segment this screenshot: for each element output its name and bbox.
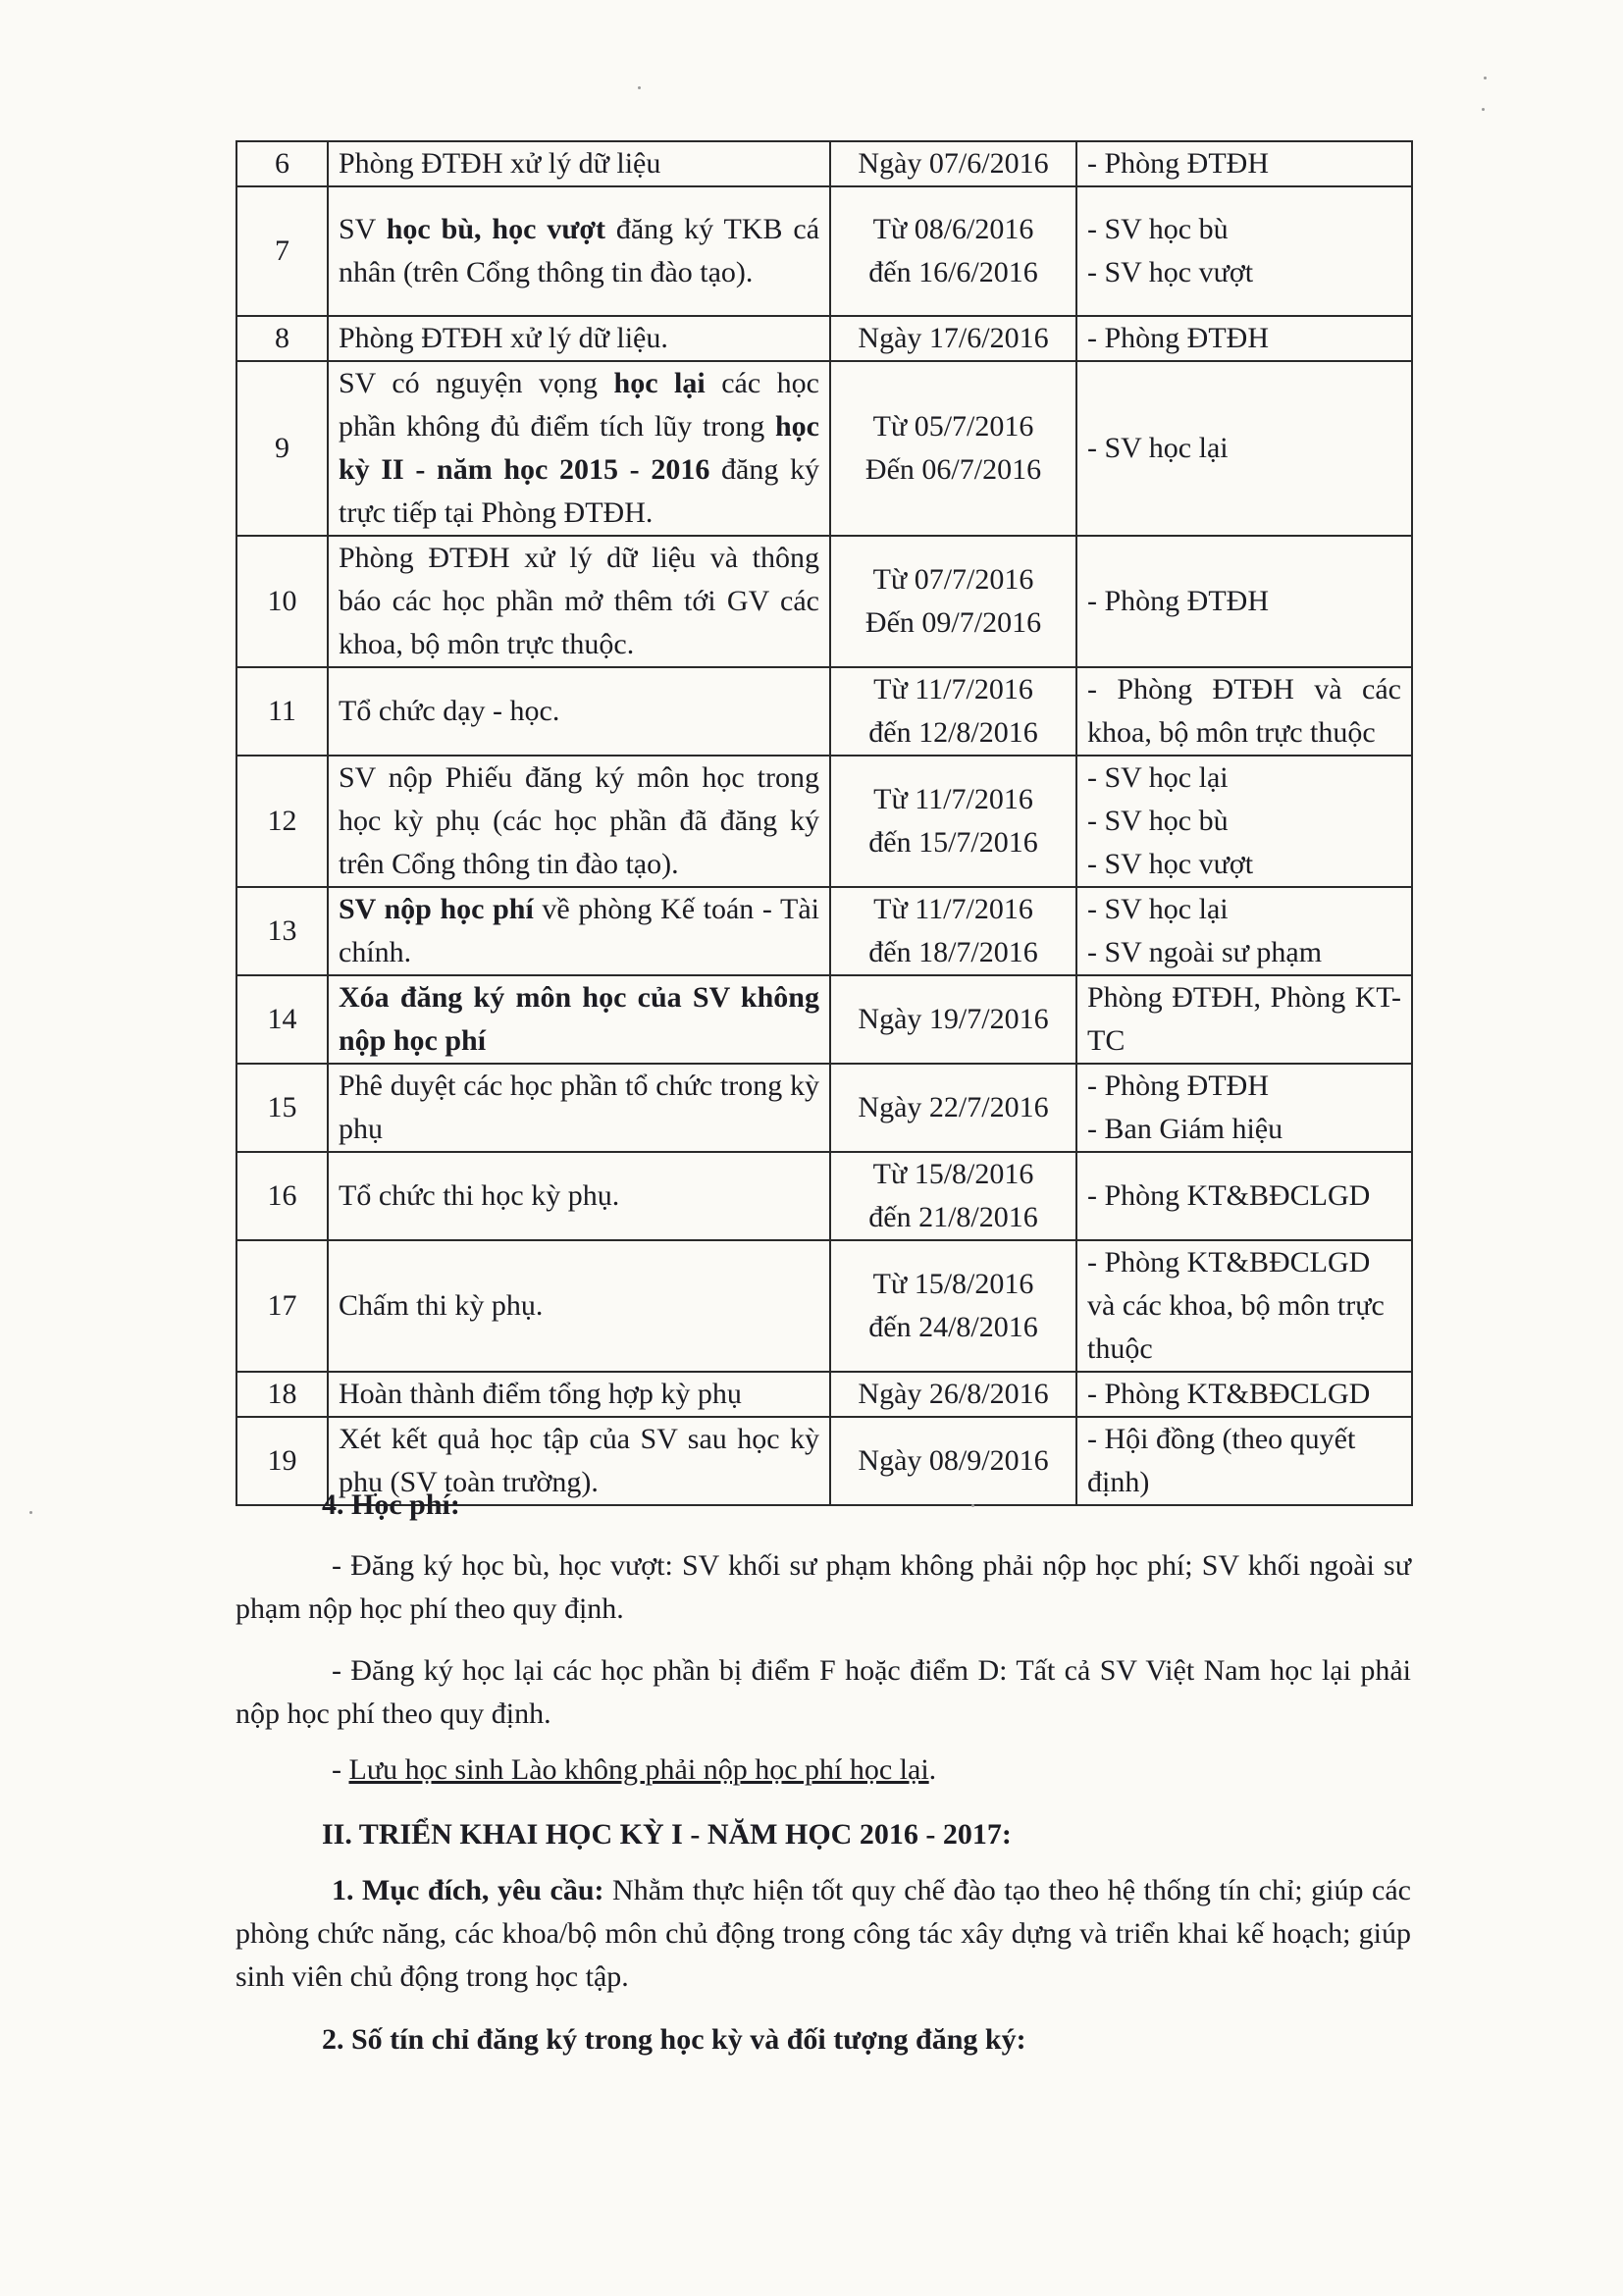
time-cell: Từ 11/7/2016 đến 15/7/2016 — [830, 756, 1076, 887]
section-heading: 4. Học phí: — [322, 1488, 460, 1521]
responsible-cell: - Phòng KT&BĐCLGD — [1076, 1372, 1412, 1417]
responsible-cell: Phòng ĐTĐH, Phòng KT-TC — [1076, 975, 1412, 1064]
subsection — [236, 2018, 1411, 2061]
scan-speck — [638, 86, 641, 89]
time-cell: Từ 15/8/2016 đến 21/8/2016 — [830, 1152, 1076, 1240]
row-number: 10 — [236, 536, 328, 667]
task-cell: SV có nguyện vọng học lại các học phần không đủ điểm tích lũy trong học kỳ II - năm học 2015 - 2016 đăng ký trực tiếp tại Phòng ĐTĐH. — [328, 361, 830, 536]
responsible-cell: - Phòng ĐTĐH — [1076, 141, 1412, 186]
task-cell: Chấm thi kỳ phụ. — [328, 1240, 830, 1372]
table-row — [236, 316, 1412, 361]
table-row — [236, 536, 1412, 667]
time-cell: Từ 05/7/2016 Đến 06/7/2016 — [830, 361, 1076, 536]
table-row — [236, 361, 1412, 536]
paragraph — [236, 1869, 1411, 1999]
task-cell: Xóa đăng ký môn học của SV không nộp học phí — [328, 975, 830, 1064]
section-ii — [236, 1813, 1411, 1856]
task-cell: Phòng ĐTĐH xử lý dữ liệu — [328, 141, 830, 186]
paragraph — [236, 1649, 1411, 1736]
row-number: 17 — [236, 1240, 328, 1372]
table-row — [236, 141, 1412, 186]
responsible-cell: - Phòng ĐTĐH — [1076, 316, 1412, 361]
time-cell: Ngày 07/6/2016 — [830, 141, 1076, 186]
table-row — [236, 975, 1412, 1064]
task-cell: Hoàn thành điểm tổng hợp kỳ phụ — [328, 1372, 830, 1417]
responsible-cell: - Hội đồng (theo quyết định) — [1076, 1417, 1412, 1505]
task-cell: Tổ chức thi học kỳ phụ. — [328, 1152, 830, 1240]
time-cell: Từ 08/6/2016 đến 16/6/2016 — [830, 186, 1076, 316]
responsible-cell: - Phòng KT&BĐCLGD — [1076, 1152, 1412, 1240]
time-cell: Từ 07/7/2016 Đến 09/7/2016 — [830, 536, 1076, 667]
table-row — [236, 756, 1412, 887]
time-cell: Ngày 22/7/2016 — [830, 1064, 1076, 1152]
task-cell: Xét kết quả học tập của SV sau học kỳ phụ (SV toàn trường). — [328, 1417, 830, 1505]
table-row — [236, 186, 1412, 316]
time-cell: Từ 11/7/2016 đến 12/8/2016 — [830, 667, 1076, 756]
table-row — [236, 1064, 1412, 1152]
responsible-cell: - SV học lại — [1076, 361, 1412, 536]
responsible-cell: - SV học bù - SV học vượt — [1076, 186, 1412, 316]
responsible-cell: - SV học lại - SV học bù - SV học vượt — [1076, 756, 1412, 887]
paragraph-text: - Lưu học sinh Lào không phải nộp học phí học lại. — [332, 1753, 937, 1786]
scan-speck — [1482, 108, 1485, 111]
row-number: 18 — [236, 1372, 328, 1417]
section-heading: II. TRIỂN KHAI HỌC KỲ I - NĂM HỌC 2016 - 2017: — [322, 1818, 1012, 1851]
row-number: 9 — [236, 361, 328, 536]
row-number: 13 — [236, 887, 328, 975]
task-cell: Tổ chức dạy - học. — [328, 667, 830, 756]
row-number: 11 — [236, 667, 328, 756]
responsible-cell: - Phòng ĐTĐH — [1076, 536, 1412, 667]
row-number: 19 — [236, 1417, 328, 1505]
row-number: 16 — [236, 1152, 328, 1240]
time-cell: Ngày 19/7/2016 — [830, 975, 1076, 1064]
row-number: 8 — [236, 316, 328, 361]
time-cell: Từ 15/8/2016 đến 24/8/2016 — [830, 1240, 1076, 1372]
paragraph-text: - Đăng ký học lại các học phần bị điểm F hoặc điểm D: Tất cả SV Việt Nam học lại phải nộp học phí theo quy định. — [236, 1654, 1411, 1730]
row-number: 12 — [236, 756, 328, 887]
section-heading: 2. Số tín chỉ đăng ký trong học kỳ và đối tượng đăng ký: — [322, 2023, 1026, 2056]
task-cell: SV học bù, học vượt đăng ký TKB cá nhân (trên Cổng thông tin đào tạo). — [328, 186, 830, 316]
table-row — [236, 1240, 1412, 1372]
time-cell: Ngày 08/9/2016 — [830, 1417, 1076, 1505]
scan-speck — [1484, 77, 1487, 79]
paragraph — [236, 1544, 1411, 1631]
task-cell: Phòng ĐTĐH xử lý dữ liệu. — [328, 316, 830, 361]
responsible-cell: - Phòng ĐTĐH và các khoa, bộ môn trực thuộc — [1076, 667, 1412, 756]
table-row — [236, 667, 1412, 756]
responsible-cell: - Phòng ĐTĐH - Ban Giám hiệu — [1076, 1064, 1412, 1152]
task-cell: SV nộp học phí về phòng Kế toán - Tài chính. — [328, 887, 830, 975]
row-number: 6 — [236, 141, 328, 186]
task-cell: SV nộp Phiếu đăng ký môn học trong học kỳ phụ (các học phần đã đăng ký trên Cổng thông tin đào tạo). — [328, 756, 830, 887]
row-number: 7 — [236, 186, 328, 316]
responsible-cell: - Phòng KT&BĐCLGD và các khoa, bộ môn trực thuộc — [1076, 1240, 1412, 1372]
time-cell: Ngày 17/6/2016 — [830, 316, 1076, 361]
task-cell: Phòng ĐTĐH xử lý dữ liệu và thông báo các học phần mở thêm tới GV các khoa, bộ môn trực thuộc. — [328, 536, 830, 667]
table-row — [236, 887, 1412, 975]
scan-speck — [971, 1504, 974, 1507]
table-row — [236, 1152, 1412, 1240]
paragraph-text: - Đăng ký học bù, học vượt: SV khối sư phạm không phải nộp học phí; SV khối ngoài sư phạm nộp học phí theo quy định. — [236, 1549, 1411, 1625]
paragraph — [236, 1748, 1411, 1792]
row-number: 15 — [236, 1064, 328, 1152]
responsible-cell: - SV học lại - SV ngoài sư phạm — [1076, 887, 1412, 975]
table-row — [236, 1372, 1412, 1417]
section-4 — [236, 1484, 1411, 1527]
task-cell: Phê duyệt các học phần tổ chức trong kỳ phụ — [328, 1064, 830, 1152]
schedule-table — [236, 140, 1413, 1506]
paragraph-text: 1. Mục đích, yêu cầu: Nhằm thực hiện tốt quy chế đào tạo theo hệ thống tín chỉ; giúp các phòng chức năng, các khoa/bộ môn chủ động trong công tác xây dựng và triển khai kế hoạch; giúp sinh viên chủ động trong học tập. — [236, 1874, 1411, 1993]
time-cell: Ngày 26/8/2016 — [830, 1372, 1076, 1417]
row-number: 14 — [236, 975, 328, 1064]
time-cell: Từ 11/7/2016 đến 18/7/2016 — [830, 887, 1076, 975]
scan-speck — [29, 1511, 32, 1514]
